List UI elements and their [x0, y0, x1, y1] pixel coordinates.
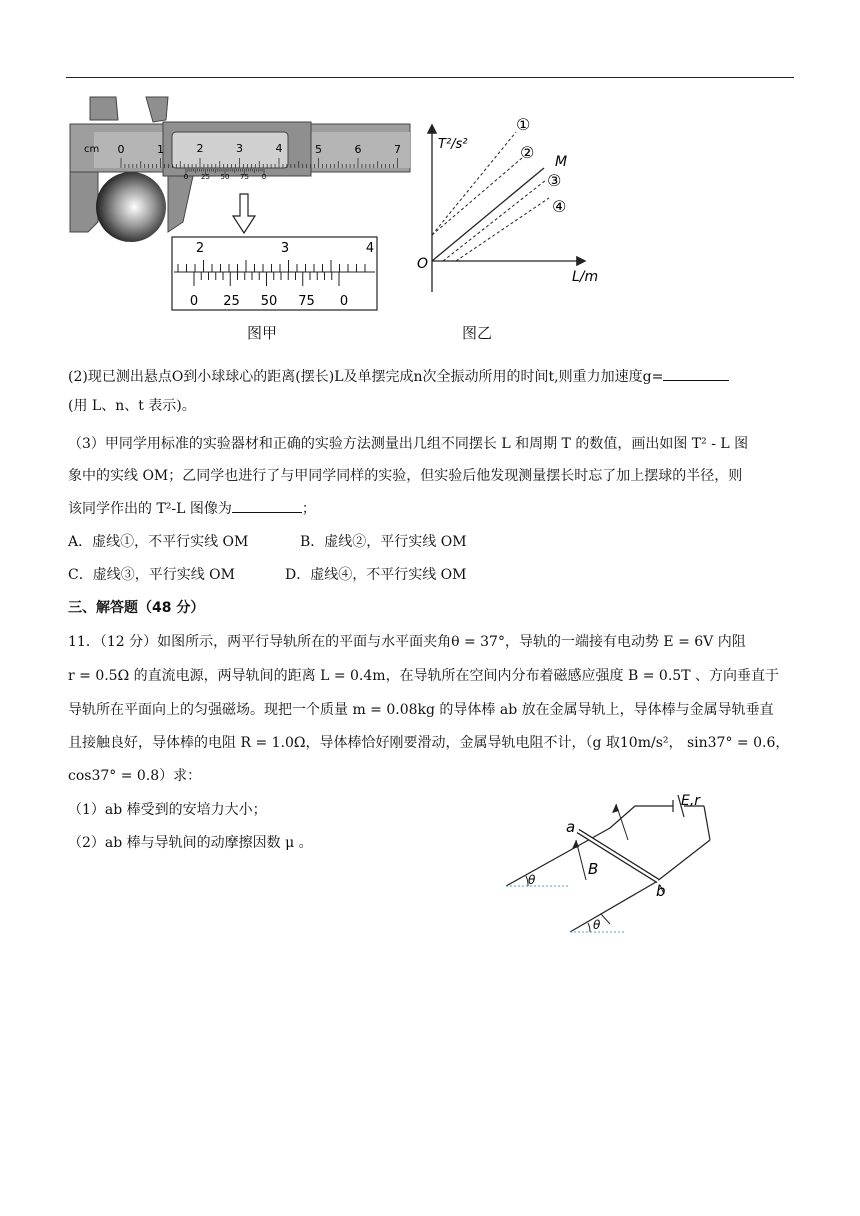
q3-line-1: （3）甲同学用标准的实验器材和正确的实验方法测量出几组不同摆长 L 和周期 T 的数值，画出如图 T² - L 图 — [68, 436, 749, 452]
zoom-top-number: 2 — [195, 241, 205, 256]
main-scale-number: 7 — [394, 143, 401, 156]
line-label-M: M — [555, 154, 568, 170]
main-scale-number: 3 — [236, 142, 243, 155]
zoom-bottom-number: 75 — [298, 294, 315, 309]
q2-text: (2)现已测出悬点O到小球球心的距离(摆长)L及单摆完成n次全振动所用的时间t,则重力加速度g= — [68, 369, 664, 385]
main-scale-number: 0 — [117, 143, 125, 156]
q2-answer-blank[interactable] — [663, 366, 729, 381]
caption-jia: 图甲 — [247, 324, 278, 342]
field-label-B: B — [588, 860, 599, 878]
zoom-bottom-number: 0 — [189, 294, 199, 309]
q11-sub-2: （2）ab 棒与导轨间的动摩擦因数 μ 。 — [68, 835, 313, 851]
q3-end: ； — [301, 501, 316, 517]
rod-end-b: b — [656, 882, 666, 900]
header-rule — [66, 77, 794, 78]
caliper-unit: cm — [84, 144, 100, 155]
rod-end-a: a — [566, 818, 576, 836]
zoom-arrow — [233, 194, 255, 233]
main-scale-number: 2 — [196, 142, 204, 155]
zoom-top-number: 4 — [365, 241, 375, 256]
section-heading: 三、解答题（48 分） — [68, 600, 205, 616]
x-axis-label: L/m — [572, 269, 599, 285]
main-scale-number: 1 — [157, 143, 164, 156]
source-label: E,r — [681, 793, 701, 809]
angle-label-1: θ — [528, 873, 536, 887]
q11-line-5: cos37° = 0.8）求： — [68, 768, 202, 784]
q3-line-3 — [68, 498, 316, 519]
curve-label-4: ④ — [552, 197, 567, 216]
figure-rail-circuit — [498, 792, 720, 940]
vernier-number: 0 — [261, 173, 267, 181]
figure-yi-graph — [412, 104, 612, 294]
q11-line-1: 11．（12 分）如图所示，两平行导轨所在的平面与水平面夹角θ = 37°，导轨的一端接有电动势 E = 6V 内阻 — [68, 634, 746, 650]
q3-text: 该同学作出的 T²-L 图像为 — [68, 501, 232, 517]
curve-label-3: ③ — [547, 171, 562, 190]
q11-line-3: 导轨所在平面向上的匀强磁场。现把一个质量 m = 0.08kg 的导体棒 ab 放在金属导轨上，导体棒与金属导轨垂直 — [68, 702, 774, 718]
q2-line-1 — [68, 366, 729, 387]
figure-jia-caliper — [68, 92, 418, 322]
q2-line-2: (用 L、n、t 表示)。 — [68, 398, 196, 414]
curve-label-1: ① — [516, 115, 531, 134]
angle-label-2: θ — [593, 918, 601, 932]
origin-label: O — [417, 256, 429, 272]
zoom-bottom-number: 50 — [260, 294, 278, 309]
main-scale-number: 4 — [275, 142, 283, 155]
zoom-top-number: 3 — [280, 241, 290, 256]
curve-label-2: ② — [520, 143, 535, 162]
q3-line-2: 象中的实线 OM；乙同学也进行了与甲同学同样的实验，但实验后他发现测量摆长时忘了加上摆球的半径，则 — [68, 468, 743, 484]
q11-line-2: r = 0.5Ω 的直流电源，两导轨间的距离 L = 0.4m，在导轨所在空间内分布着磁感应强度 B = 0.5T 、方向垂直于 — [68, 668, 779, 684]
main-scale-number: 6 — [354, 143, 362, 156]
zoom-bottom-number: 0 — [339, 294, 349, 309]
main-scale-number: 5 — [315, 143, 322, 156]
q11-line-4: 且接触良好，导体棒的电阻 R = 1.0Ω，导体棒恰好刚要滑动，金属导轨电阻不计，（g 取10m/s²， sin37° = 0.6， — [68, 735, 790, 751]
dashed-line-3 — [443, 180, 546, 261]
q3-option-b: B．虚线②，平行实线 OM — [300, 534, 467, 550]
zoom-bottom-number: 25 — [223, 294, 240, 309]
q3-option-a: A．虚线①，不平行实线 OM — [68, 534, 249, 550]
y-axis-label: T²/s² — [438, 137, 468, 152]
q3-option-d: D．虚线④，不平行实线 OM — [285, 567, 467, 583]
q11-sub-1: （1）ab 棒受到的安培力大小； — [68, 802, 267, 818]
vernier-number: 50 — [220, 173, 230, 181]
vernier-number: 25 — [201, 173, 210, 181]
caption-yi: 图乙 — [462, 324, 493, 342]
q3-answer-blank[interactable] — [232, 498, 302, 513]
vernier-number: 0 — [183, 173, 189, 181]
solid-line-OM — [432, 168, 544, 261]
vernier-number: 75 — [240, 173, 249, 181]
q3-option-c: C．虚线③，平行实线 OM — [68, 567, 235, 583]
